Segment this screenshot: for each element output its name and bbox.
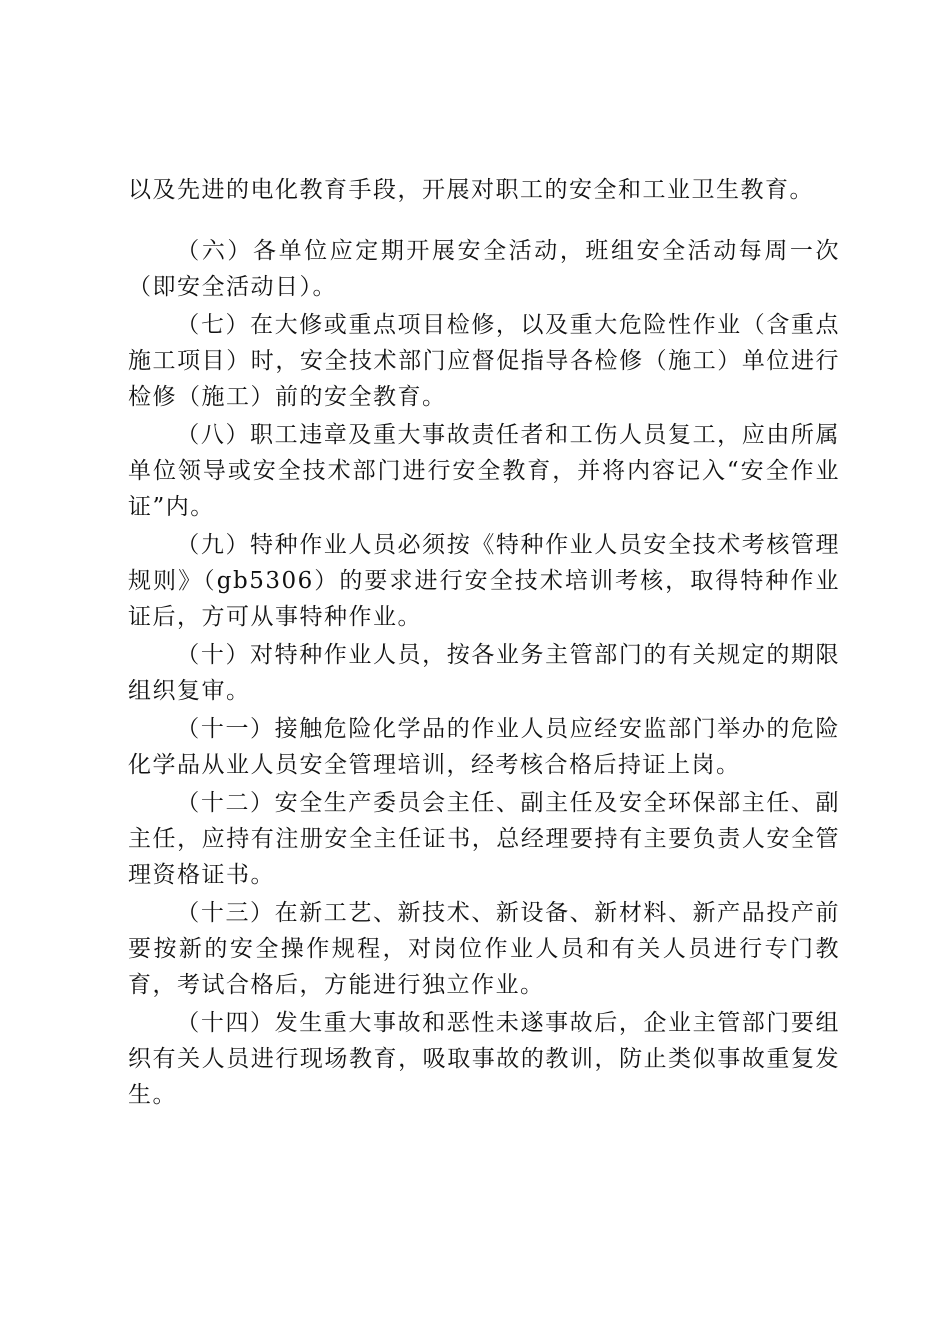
paragraph-item-9: （九）特种作业人员必须按《特种作业人员安全技术考核管理规则》（gb5306）的要求进行安全技术培训考核，取得特种作业证后，方可从事特种作业。 bbox=[128, 532, 840, 630]
paragraph-item-7: （七）在大修或重点项目检修，以及重大危险性作业（含重点施工项目）时，安全技术部门应督促指导各检修（施工）单位进行检修（施工）前的安全教育。 bbox=[128, 312, 840, 410]
paragraph-item-12: （十二）安全生产委员会主任、副主任及安全环保部主任、副主任，应持有注册安全主任证书，总经理要持有主要负责人安全管理资格证书。 bbox=[128, 790, 840, 888]
paragraph-item-6: （六）各单位应定期开展安全活动，班组安全活动每周一次（即安全活动日）。 bbox=[128, 238, 840, 300]
document-body bbox=[128, 172, 840, 1113]
paragraph-item-8: （八）职工违章及重大事故责任者和工伤人员复工，应由所属单位领导或安全技术部门进行安全教育，并将内容记入“安全作业证”内。 bbox=[128, 422, 840, 520]
paragraph-item-14: （十四）发生重大事故和恶性未遂事故后，企业主管部门要组织有关人员进行现场教育，吸取事故的教训，防止类似事故重复发生。 bbox=[128, 1010, 840, 1108]
paragraph-continuation: 以及先进的电化教育手段，开展对职工的安全和工业卫生教育。 bbox=[128, 177, 814, 203]
paragraph-item-10: （十）对特种作业人员，按各业务主管部门的有关规定的期限组织复审。 bbox=[128, 642, 840, 704]
paragraph-item-11: （十一）接触危险化学品的作业人员应经安监部门举办的危险化学品从业人员安全管理培训，经考核合格后持证上岗。 bbox=[128, 716, 840, 778]
paragraph-item-13: （十三）在新工艺、新技术、新设备、新材料、新产品投产前要按新的安全操作规程，对岗位作业人员和有关人员进行专门教育，考试合格后，方能进行独立作业。 bbox=[128, 900, 840, 998]
